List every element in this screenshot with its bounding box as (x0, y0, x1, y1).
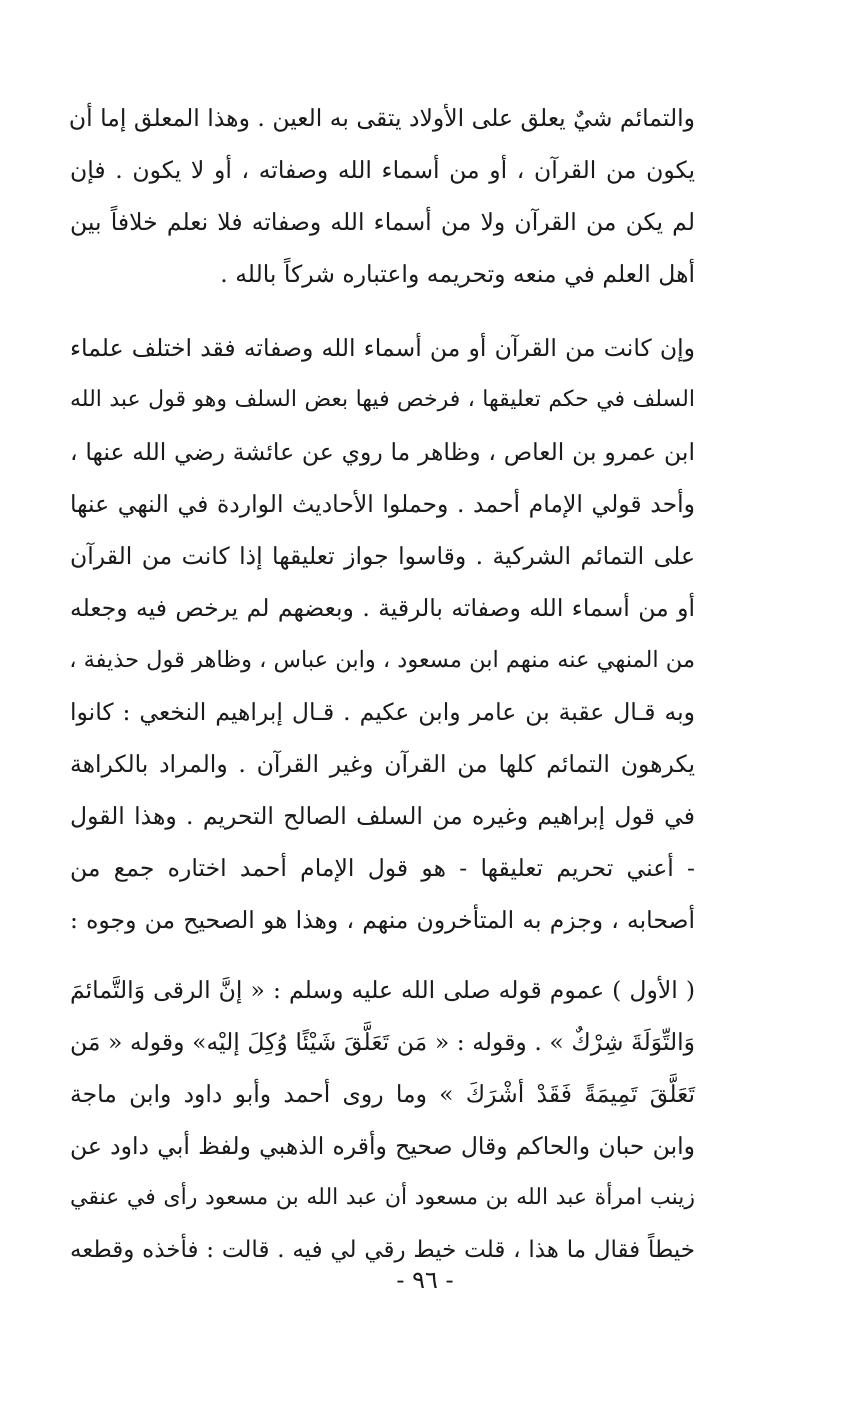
text-line: أهل العلم في منعه وتحريمه واعتباره شركاً بالله . (220, 260, 695, 288)
text-line: السلف في حكم تعليقها ، فرخص فيها بعض السلف وهو قول عبد الله (70, 387, 695, 412)
text-line: ابن عمرو بن العاص ، وظاهر ما روي عن عائشة رضي الله عنها ، (70, 438, 695, 466)
text-line: تَعَلَّقَ تَمِيمَةً فَقَدْ أشْرَكَ » وما روى أحمد وأبو داود وابن ماجة (70, 1080, 695, 1108)
page-body (70, 92, 695, 1276)
text-line: - أعني تحريم تعليقها - هو قول الإمام أحمد اختاره جمع من (70, 854, 695, 882)
text-line: على التمائم الشركية . وقاسوا جواز تعليقها إذا كانت من القرآن (70, 542, 695, 570)
text-line: وابن حبان والحاكم وقال صحيح وأقره الذهبي ولفظ أبي داود عن (70, 1132, 695, 1160)
text-line: وَالتِّوَلَةَ شِرْكٌ » . وقوله : « مَن تَعَلَّقَ شَيْئًا وُكِلَ إليْه» وقوله « مَن (70, 1028, 695, 1056)
text-line: يكون من القرآن ، أو من أسماء الله وصفاته ، أو لا يكون . فإن (70, 156, 695, 184)
paragraph-1 (70, 92, 695, 300)
text-line: وإن كانت من القرآن أو من أسماء الله وصفاته فقد اختلف علماء (70, 334, 695, 362)
text-line: لم يكن من القرآن ولا من أسماء الله وصفاته فلا نعلم خلافاً بين (70, 208, 695, 236)
paragraph-spacer (70, 946, 695, 964)
page-number: - ٩٦ - (396, 1266, 454, 1294)
text-line: أصحابه ، وجزم به المتأخرون منهم ، وهذا هو الصحيح من وجوه : (70, 906, 695, 934)
text-line: يكرهون التمائم كلها من القرآن وغير القرآن . والمراد بالكراهة (70, 750, 695, 778)
text-line: خيطاً فقال ما هذا ، قلت خيط رقي لي فيه . قالت : فأخذه وقطعه (70, 1237, 695, 1263)
text-line: زينب امرأة عبد الله بن مسعود أن عبد الله بن مسعود رأى في عنقي (70, 1185, 695, 1210)
text-line: ( الأول ) عموم قوله صلى الله عليه وسلم : « إنَّ الرقى وَالتَّمائمَ (70, 976, 695, 1004)
text-line: أو من أسماء الله وصفاته بالرقية . وبعضهم لم يرخص فيه وجعله (70, 594, 695, 622)
text-line: وبه قـال عقبة بن عامر وابن عكيم . قـال إبراهيم النخعي : كانوا (70, 698, 695, 726)
text-line: من المنهي عنه منهم ابن مسعود ، وابن عباس ، وظاهر قول حذيفة ، (69, 647, 695, 673)
paragraph-3 (70, 964, 695, 1276)
text-line: وأحد قولي الإمام أحمد . وحملوا الأحاديث الواردة في النهي عنها (70, 490, 695, 518)
text-line: في قول إبراهيم وغيره من السلف الصالح التحريم . وهذا القول (70, 802, 695, 830)
text-line: والتمائم شيٌ يعلق على الأولاد يتقى به العين . وهذا المعلق إما أن (68, 104, 695, 132)
paragraph-spacer (70, 300, 695, 322)
paragraph-2 (70, 322, 695, 946)
